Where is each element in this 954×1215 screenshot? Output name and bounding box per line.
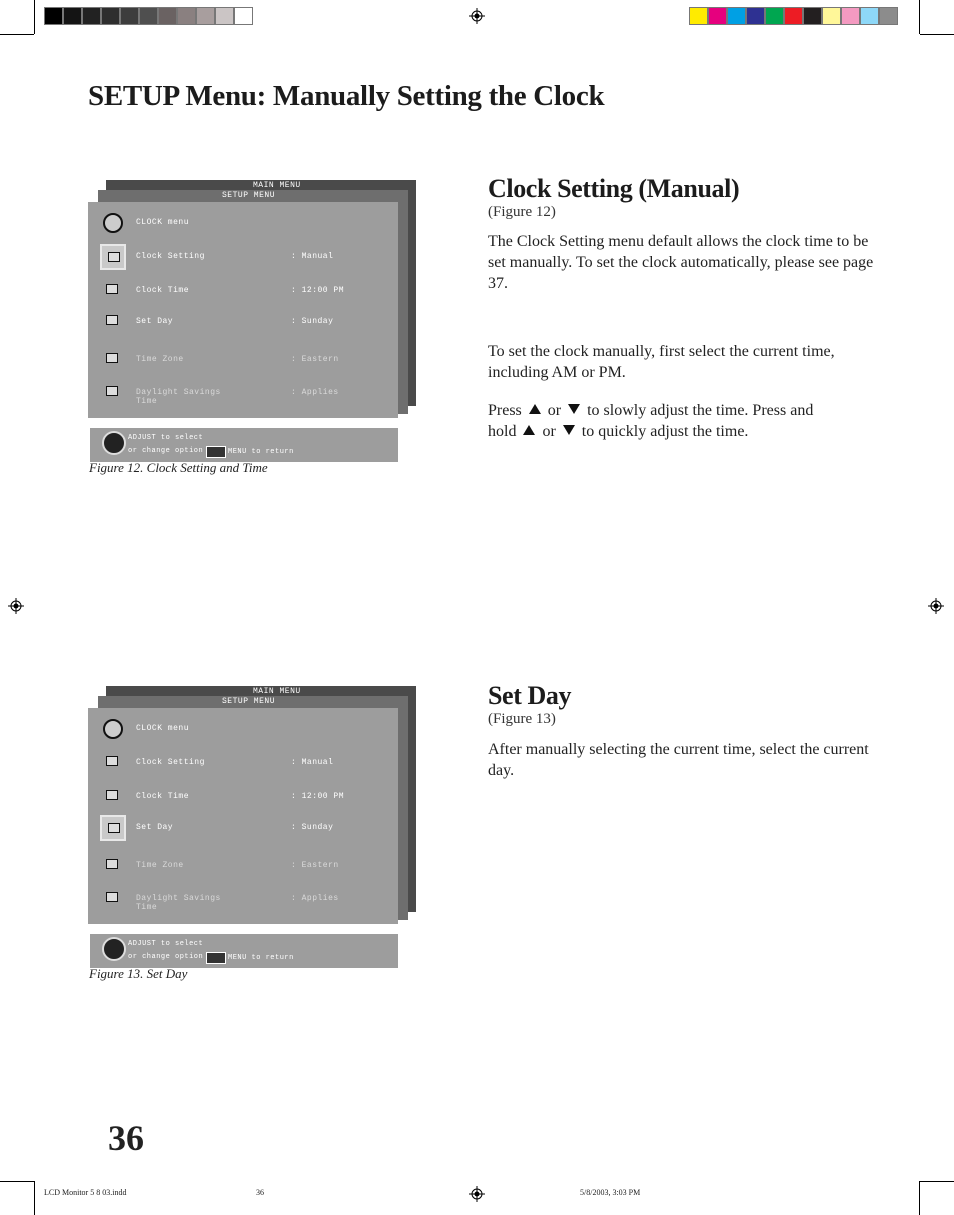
menu-row-label: Clock Setting	[136, 252, 205, 261]
menu-item-icon	[100, 886, 126, 912]
menu-row-value: : Manual	[291, 252, 334, 261]
color-bar	[689, 7, 898, 25]
slug-page: 36	[256, 1188, 264, 1197]
color-swatch	[234, 7, 253, 25]
crop-mark	[920, 1181, 954, 1182]
menu-row-label: Time Zone	[136, 355, 184, 364]
color-swatch	[44, 7, 63, 25]
crop-mark	[0, 1181, 34, 1182]
color-swatch	[841, 7, 860, 25]
paragraph: To set the clock manually, first select the current time, including AM or PM.	[488, 343, 835, 381]
dpad-icon	[102, 431, 126, 455]
color-swatch	[63, 7, 82, 25]
clock-icon	[100, 716, 126, 742]
menu-row[interactable]	[98, 815, 388, 845]
text: to quickly adjust the time.	[581, 423, 749, 440]
color-swatch	[746, 7, 765, 25]
menu-row[interactable]	[98, 853, 388, 883]
text: to slowly adjust the time. Press and	[587, 402, 814, 419]
osd-nav-bar	[90, 428, 398, 462]
crop-mark	[0, 34, 34, 35]
nav-line-2: or change option	[128, 447, 204, 455]
figure-caption: Figure 13. Set Day	[89, 966, 188, 981]
menu-item-icon	[100, 784, 126, 810]
crop-mark	[34, 0, 35, 34]
menu-row-label: Clock Time	[136, 286, 190, 295]
section-title-clock-setting: Clock Setting (Manual)	[488, 174, 740, 203]
menu-button-icon	[206, 446, 226, 458]
color-swatch	[727, 7, 746, 25]
crop-mark	[920, 34, 954, 35]
registration-mark-icon	[469, 8, 485, 24]
menu-item-icon	[100, 309, 126, 335]
color-swatch	[765, 7, 784, 25]
color-swatch	[860, 7, 879, 25]
menu-row-label: Time Zone	[136, 861, 184, 870]
clock-menu-header	[98, 716, 388, 746]
color-swatch	[822, 7, 841, 25]
color-swatch	[196, 7, 215, 25]
paragraph: The Clock Setting menu default allows the clock time to be set manually. To set the clock automatically, please see page 37.	[488, 233, 874, 292]
menu-row-label-cont: Time	[136, 903, 158, 912]
menu-row[interactable]	[98, 309, 388, 339]
page-number: 36	[108, 1118, 144, 1158]
crop-mark	[919, 0, 920, 34]
dpad-icon	[102, 937, 126, 961]
color-swatch	[101, 7, 120, 25]
menu-row[interactable]	[98, 278, 388, 308]
main-menu-label: MAIN MENU	[253, 181, 301, 190]
figure-reference: (Figure 12)	[488, 204, 556, 220]
clock-icon	[100, 210, 126, 236]
registration-mark-icon	[8, 598, 24, 614]
menu-row[interactable]	[98, 244, 388, 274]
grayscale-bar	[44, 7, 253, 25]
menu-item-icon	[100, 347, 126, 373]
menu-row[interactable]	[98, 784, 388, 814]
nav-line-1: ADJUST to select	[128, 434, 204, 442]
text: Press	[488, 402, 522, 419]
menu-item-icon	[100, 853, 126, 879]
osd-menu-figure	[88, 180, 418, 485]
up-arrow-icon	[529, 404, 541, 414]
selected-item-icon	[100, 815, 126, 841]
color-swatch	[139, 7, 158, 25]
menu-row-value: : Manual	[291, 758, 334, 767]
figure-caption: Figure 12. Clock Setting and Time	[89, 460, 268, 475]
paragraph: After manually selecting the current time, select the current day.	[488, 741, 869, 779]
clock-menu-label: CLOCK menu	[136, 218, 190, 227]
color-swatch	[689, 7, 708, 25]
menu-row-label: Clock Setting	[136, 758, 205, 767]
osd-menu-figure	[88, 686, 418, 991]
up-arrow-icon	[523, 425, 535, 435]
menu-item-icon	[100, 380, 126, 406]
page-title: SETUP Menu: Manually Setting the Clock	[88, 80, 605, 112]
color-swatch	[177, 7, 196, 25]
main-menu-label: MAIN MENU	[253, 687, 301, 696]
text: hold	[488, 423, 517, 440]
menu-row-value: : Eastern	[291, 355, 339, 364]
clock-menu-label: CLOCK menu	[136, 724, 190, 733]
setup-menu-label: SETUP MENU	[222, 191, 276, 200]
menu-row[interactable]	[98, 886, 388, 916]
text: or	[542, 423, 556, 440]
menu-row[interactable]	[98, 347, 388, 377]
menu-row-value: : Applies	[291, 388, 339, 397]
color-swatch	[120, 7, 139, 25]
color-swatch	[784, 7, 803, 25]
crop-mark	[34, 1181, 35, 1215]
menu-row-value: : Eastern	[291, 861, 339, 870]
menu-row-label: Set Day	[136, 317, 174, 326]
section-title-set-day: Set Day	[488, 681, 572, 710]
registration-mark-icon	[928, 598, 944, 614]
menu-row-value: : Applies	[291, 894, 339, 903]
figure-reference: (Figure 13)	[488, 711, 556, 727]
menu-row-value: : Sunday	[291, 823, 334, 832]
color-swatch	[708, 7, 727, 25]
menu-row-label-cont: Time	[136, 397, 158, 406]
menu-row-value: : Sunday	[291, 317, 334, 326]
nav-menu-return: MENU to return	[228, 448, 294, 456]
menu-row-label: Daylight Savings	[136, 894, 221, 903]
color-swatch	[879, 7, 898, 25]
menu-item-icon	[100, 750, 126, 776]
menu-row[interactable]	[98, 380, 388, 410]
slug-file: LCD Monitor 5 8 03.indd	[44, 1188, 127, 1197]
text: or	[547, 402, 562, 419]
menu-row-label: Clock Time	[136, 792, 190, 801]
color-swatch	[158, 7, 177, 25]
nav-line-2: or change option	[128, 953, 204, 961]
color-swatch	[803, 7, 822, 25]
osd-nav-bar	[90, 934, 398, 968]
menu-item-icon	[100, 278, 126, 304]
nav-line-1: ADJUST to select	[128, 940, 204, 948]
crop-mark	[919, 1181, 920, 1215]
menu-row[interactable]	[98, 750, 388, 780]
menu-row-value: : 12:00 PM	[291, 286, 345, 295]
color-swatch	[82, 7, 101, 25]
color-swatch	[215, 7, 234, 25]
slug-date: 5/8/2003, 3:03 PM	[580, 1188, 641, 1197]
setup-menu-label: SETUP MENU	[222, 697, 276, 706]
nav-menu-return: MENU to return	[228, 954, 294, 962]
clock-menu-header	[98, 210, 388, 240]
down-arrow-icon	[568, 404, 580, 414]
menu-row-label: Set Day	[136, 823, 174, 832]
press-instructions	[488, 400, 878, 442]
menu-button-icon	[206, 952, 226, 964]
menu-row-value: : 12:00 PM	[291, 792, 345, 801]
menu-row-label: Daylight Savings	[136, 388, 221, 397]
selected-item-icon	[100, 244, 126, 270]
registration-mark-icon	[469, 1186, 485, 1202]
down-arrow-icon	[563, 425, 575, 435]
